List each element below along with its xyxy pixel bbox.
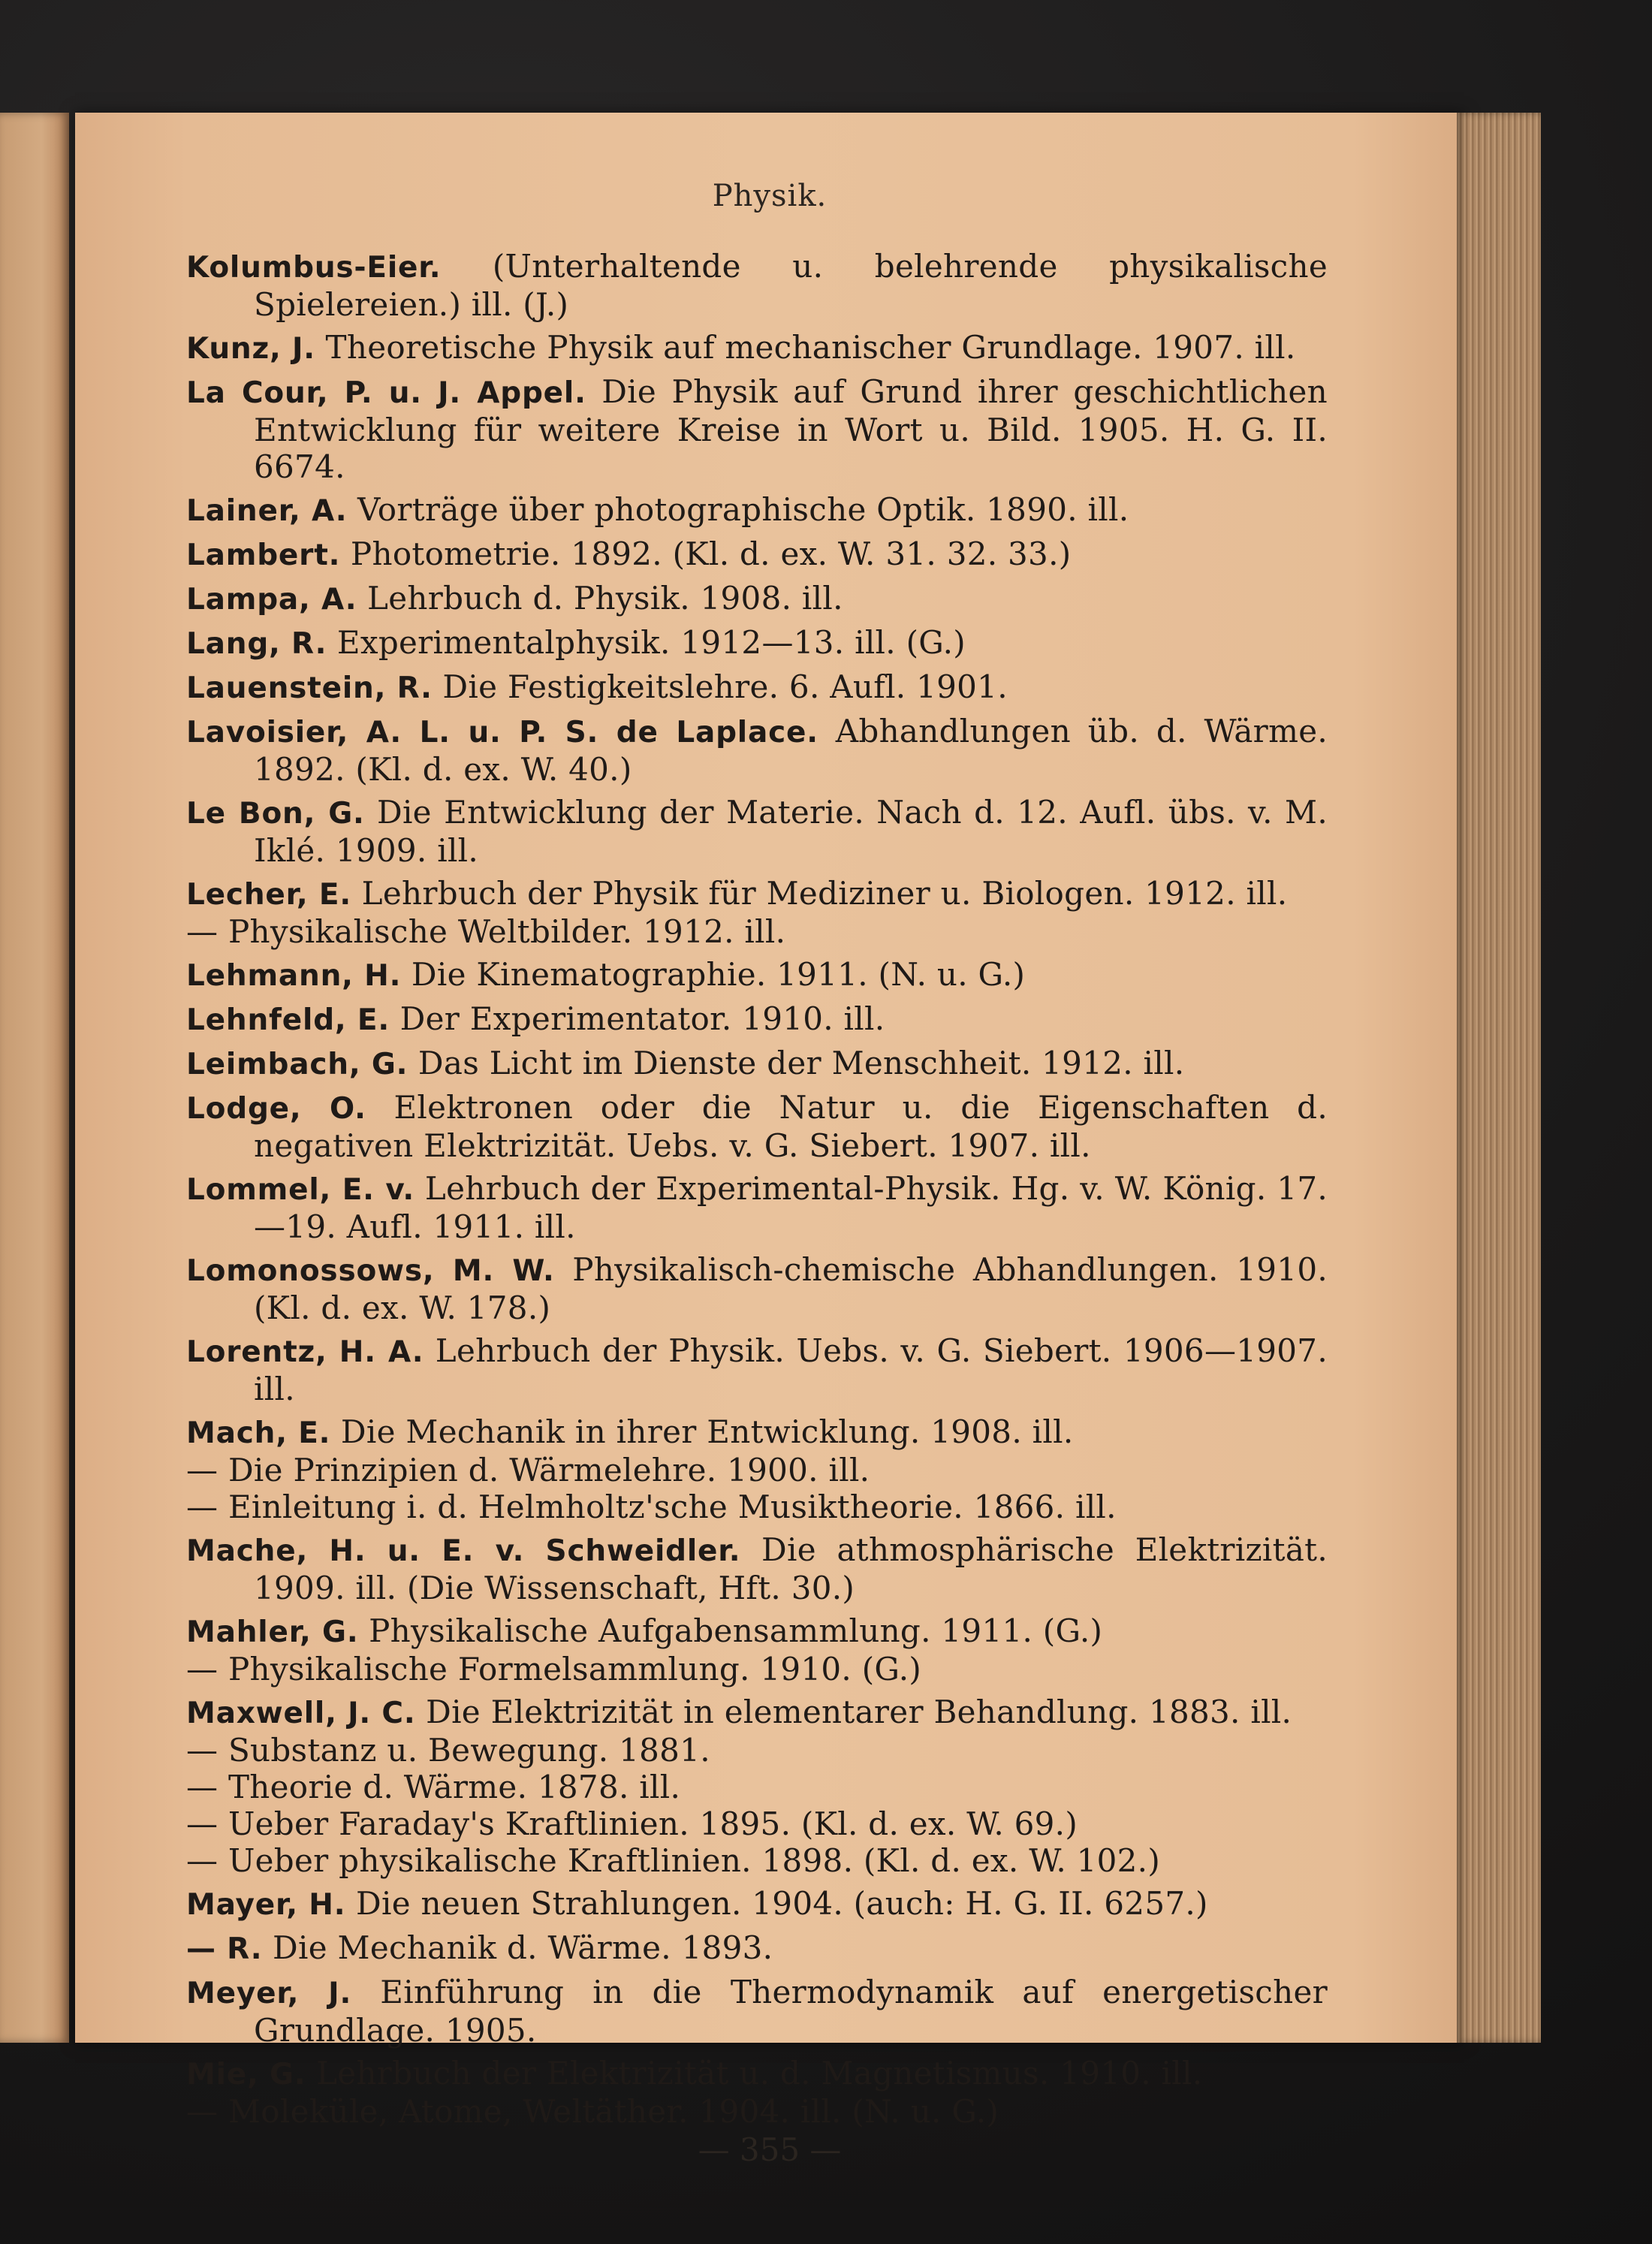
entry-text: Das Licht im Dienste der Menschheit. 1912. ill. — [418, 1045, 1185, 1081]
entry-author: Lehmann, H. — [186, 959, 402, 993]
entry-text: Die Entwicklung der Materie. Nach d. 12. Aufl. übs. v. M. Iklé. 1909. ill. — [254, 794, 1328, 869]
entry-author: Lauenstein, R. — [186, 671, 433, 705]
bibliography-entry — [186, 956, 1328, 994]
bibliography-entry — [186, 1769, 1328, 1805]
entry-text: — Einleitung i. d. Helmholtz'sche Musiktheorie. 1866. ill. — [186, 1488, 1117, 1525]
bibliography-entry — [186, 1732, 1328, 1769]
bibliography-entry — [186, 1885, 1328, 1923]
entry-author: Lomonossows, M. W. — [186, 1254, 555, 1288]
entry-text: — Theorie d. Wärme. 1878. ill. — [186, 1769, 681, 1805]
bibliography-entry — [186, 491, 1328, 529]
entry-author: Meyer, J. — [186, 1977, 352, 2010]
entry-text: Die Physik auf Grund ihrer geschichtlichen Entwicklung für weitere Kreise in Wort u. Bild. 1905. H. G. II. 6674. — [254, 373, 1328, 485]
bibliography-entry — [186, 329, 1328, 367]
entry-author: Lavoisier, A. L. u. P. S. de Laplace. — [186, 716, 818, 750]
bibliography-entry — [186, 1488, 1328, 1525]
page-edges — [1457, 113, 1541, 2043]
entry-text: Lehrbuch d. Physik. 1908. ill. — [367, 580, 843, 617]
entry-text: — Physikalische Weltbilder. 1912. ill. — [186, 913, 786, 950]
entry-text: Experimentalphysik. 1912—13. ill. (G.) — [336, 624, 966, 661]
entry-text: — Moleküle, Atome, Weltäther. 1904. ill. (N. u. G.) — [186, 2093, 999, 2130]
entry-text: Photometrie. 1892. (Kl. d. ex. W. 31. 32. 33.) — [350, 535, 1072, 572]
entry-author: Lang, R. — [186, 627, 327, 661]
page-number: — 355 — — [698, 2131, 842, 2168]
entry-text: Die Kinematographie. 1911. (N. u. G.) — [411, 956, 1026, 993]
entry-author: Lambert. — [186, 538, 341, 572]
bibliography-entry — [186, 713, 1328, 788]
entry-text: Physikalisch-chemische Abhandlungen. 1910. (Kl. d. ex. W. 178.) — [254, 1251, 1328, 1326]
entry-author: Lorentz, H. A. — [186, 1335, 424, 1369]
entry-text: Die Mechanik d. Wärme. 1893. — [273, 1929, 773, 1966]
entry-text: Die athmosphärische Elektrizität. 1909. ill. (Die Wissenschaft, Hft. 30.) — [254, 1531, 1328, 1606]
entry-author: Lainer, A. — [186, 494, 348, 528]
bibliography-entry — [186, 1651, 1328, 1688]
bibliography-entry — [186, 580, 1328, 618]
bibliography-entry — [186, 1842, 1328, 1879]
entry-author: Le Bon, G. — [186, 797, 365, 831]
entry-text: Lehrbuch der Physik für Mediziner u. Biologen. 1912. ill. — [361, 875, 1288, 912]
entry-text: Abhandlungen üb. d. Wärme. 1892. (Kl. d. ex. W. 40.) — [254, 713, 1328, 788]
bibliography-entry — [186, 1045, 1328, 1083]
entry-author: Mach, E. — [186, 1416, 331, 1450]
entry-author: Kolumbus-Eier. — [186, 251, 442, 285]
bibliography-entry — [186, 668, 1328, 707]
bibliography-entry — [186, 1089, 1328, 1164]
bibliography-entry — [186, 1929, 1328, 1968]
entry-author: — R. — [186, 1932, 263, 1966]
bibliography-entry — [186, 1694, 1328, 1732]
bibliography-entry — [186, 1332, 1328, 1407]
entry-author: Mayer, H. — [186, 1888, 346, 1922]
entry-author: Maxwell, J. C. — [186, 1697, 416, 1730]
bibliography-entry — [186, 1251, 1328, 1326]
bibliography-entry — [186, 913, 1328, 950]
bibliography-entry — [186, 248, 1328, 323]
entry-author: Lodge, O. — [186, 1092, 366, 1126]
bibliography-entry — [186, 624, 1328, 662]
entry-text: Die Festigkeitslehre. 6. Aufl. 1901. — [442, 668, 1008, 705]
entry-text: — Ueber physikalische Kraftlinien. 1898. (Kl. d. ex. W. 102.) — [186, 1842, 1161, 1879]
bibliography-list — [186, 248, 1328, 2136]
entry-text: — Die Prinzipien d. Wärmelehre. 1900. ill. — [186, 1452, 870, 1488]
bibliography-entry — [186, 1531, 1328, 1606]
left-page-edge — [0, 113, 69, 2043]
entry-text: (Unterhaltende u. belehrende physikalische Spielereien.) ill. (J.) — [254, 248, 1328, 323]
bibliography-entry — [186, 1452, 1328, 1488]
bibliography-entry — [186, 1974, 1328, 2049]
entry-author: Mache, H. u. E. v. Schweidler. — [186, 1534, 741, 1568]
entry-text: Theoretische Physik auf mechanischer Grundlage. 1907. ill. — [325, 329, 1296, 366]
entry-author: Mie, G. — [186, 2058, 306, 2092]
entry-author: La Cour, P. u. J. Appel. — [186, 376, 586, 410]
entry-text: — Ueber Faraday's Kraftlinien. 1895. (Kl. d. ex. W. 69.) — [186, 1805, 1078, 1842]
entry-author: Lehnfeld, E. — [186, 1003, 390, 1037]
entry-text: — Substanz u. Bewegung. 1881. — [186, 1732, 710, 1769]
bibliography-entry — [186, 1805, 1328, 1842]
entry-text: Der Experimentator. 1910. ill. — [399, 1000, 885, 1037]
entry-author: Leimbach, G. — [186, 1048, 408, 1081]
bibliography-entry — [186, 794, 1328, 869]
entry-text: Elektronen oder die Natur u. die Eigenschaften d. negativen Elektrizität. Uebs. v. G. Siebert. 1907. ill. — [254, 1089, 1328, 1164]
bibliography-entry — [186, 875, 1328, 913]
entry-text: Die Mechanik in ihrer Entwicklung. 1908. ill. — [340, 1413, 1074, 1450]
entry-author: Mahler, G. — [186, 1615, 359, 1649]
bibliography-entry — [186, 2055, 1328, 2093]
bibliography-entry — [186, 1413, 1328, 1452]
entry-author: Lommel, E. v. — [186, 1173, 415, 1207]
bibliography-entry — [186, 535, 1328, 574]
bibliography-entry — [186, 2093, 1328, 2130]
bibliography-entry — [186, 1000, 1328, 1039]
entry-text: Lehrbuch der Experimental-Physik. Hg. v. W. König. 17.—19. Aufl. 1911. ill. — [254, 1170, 1328, 1245]
page-header: Physik. — [712, 179, 828, 213]
entry-author: Lampa, A. — [186, 583, 357, 617]
entry-author: Lecher, E. — [186, 878, 351, 912]
entry-text: Vorträge über photographische Optik. 1890. ill. — [357, 491, 1129, 528]
entry-author: Kunz, J. — [186, 332, 315, 366]
entry-text: Lehrbuch der Physik. Uebs. v. G. Siebert. 1906—1907. ill. — [254, 1332, 1328, 1407]
bibliography-entry — [186, 1612, 1328, 1651]
entry-text: Physikalische Aufgabensammlung. 1911. (G.) — [369, 1612, 1103, 1649]
entry-text: Lehrbuch der Elektrizität u. d. Magnetismus. 1910. ill. — [316, 2055, 1203, 2092]
entry-text: Die neuen Strahlungen. 1904. (auch: H. G. II. 6257.) — [356, 1885, 1208, 1922]
bibliography-entry — [186, 1170, 1328, 1245]
entry-text: — Physikalische Formelsammlung. 1910. (G.) — [186, 1651, 922, 1688]
entry-text: Einführung in die Thermodynamik auf energetischer Grundlage. 1905. — [254, 1974, 1328, 2049]
bibliography-entry — [186, 373, 1328, 485]
entry-text: Die Elektrizität in elementarer Behandlung. 1883. ill. — [426, 1694, 1292, 1730]
